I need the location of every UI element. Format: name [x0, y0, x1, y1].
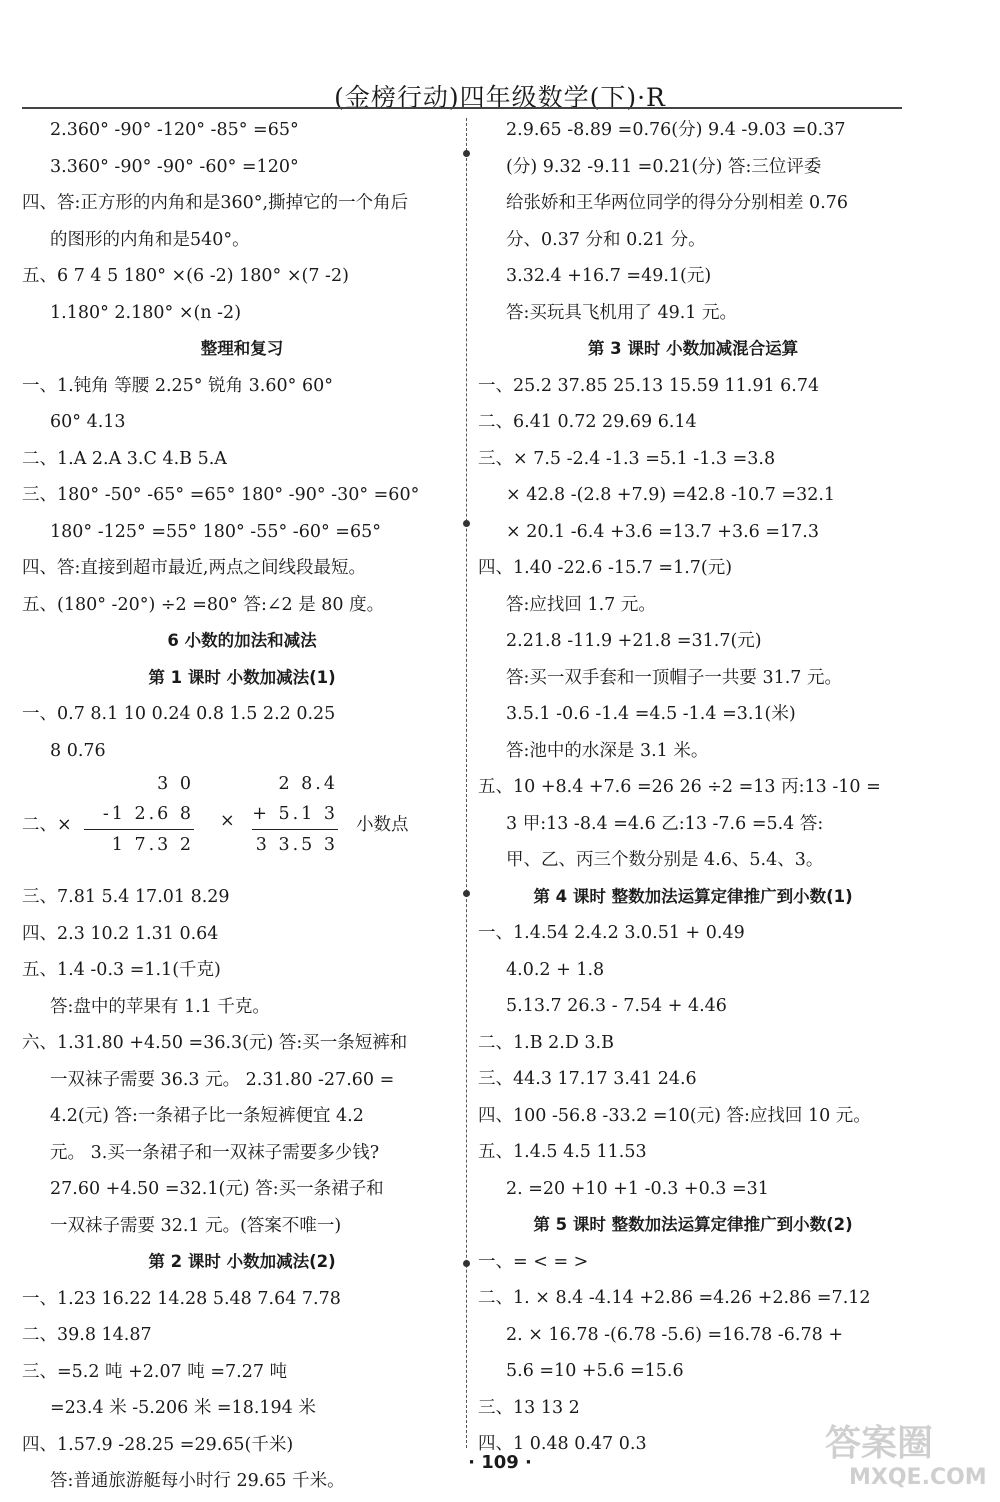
- answer-line: 5.6 =10 +5.6 =15.6: [506, 1361, 684, 1381]
- answer-line: 一、1.钝角 等腰 2.25° 锐角 3.60° 60°: [22, 375, 333, 396]
- answer-line: 4.0.2 + 1.8: [506, 959, 605, 980]
- watermark-text: 答案圈: [825, 1423, 934, 1464]
- answer-line: 三、13 13 2: [478, 1397, 580, 1418]
- answer-line: 二、1.B 2.D 3.B: [478, 1032, 614, 1053]
- answer-line: 甲、乙、丙三个数分别是 4.6、5.4、3。: [506, 850, 824, 870]
- answer-line: 一、0.7 8.1 10 0.24 0.8 1.5 2.2 0.25: [22, 704, 336, 724]
- answer-line: 四、答:直接到超市最近,两点之间线段最短。: [22, 558, 366, 578]
- answer-line: 元。 3.买一条裙子和一双袜子需要多少钱?: [50, 1142, 380, 1163]
- answer-line: 2.21.8 -11.9 +21.8 =31.7(元): [506, 631, 762, 651]
- answer-line: 2. =20 +10 +1 -0.3 +0.3 =31: [506, 1178, 769, 1199]
- answer-line: 4.2(元) 答:一条裙子比一条短裤便宜 4.2: [50, 1106, 364, 1126]
- answer-line: 8 0.76: [50, 740, 106, 761]
- answer-column-left: [22, 112, 462, 1500]
- vertical-calc-subtraction: [84, 769, 194, 860]
- answer-line: 一双袜子需要 36.3 元。 2.31.80 -27.60 =: [50, 1069, 395, 1090]
- answer-line: 四、1 0.48 0.47 0.3: [478, 1434, 647, 1454]
- answer-line: 答:买一双手套和一顶帽子一共要 31.7 元。: [506, 667, 842, 688]
- answer-line: 二、1.A 2.A 3.C 4.B 5.A: [22, 448, 227, 469]
- answer-line: 三、44.3 17.17 3.41 24.6: [478, 1069, 697, 1089]
- answer-line: 答:买玩具飞机用了 49.1 元。: [506, 302, 737, 323]
- answer-line: 60° 4.13: [50, 412, 126, 432]
- answer-column-right: [478, 112, 908, 1463]
- answer-line: 一、1.4.54 2.4.2 3.0.51 + 0.49: [478, 923, 745, 943]
- answer-line: 答:池中的水深是 3.1 米。: [506, 740, 709, 761]
- answer-line: 2.9.65 -8.89 =0.76(分) 9.4 -9.03 =0.37: [506, 120, 846, 140]
- section-heading: 第 5 课时 整数加法运算定律推广到小数(2): [533, 1215, 853, 1234]
- answer-line: 180° -125° =55° 180° -55° -60° =65°: [50, 521, 381, 542]
- answer-line: 3 甲:13 -8.4 =4.6 乙:13 -7.6 =5.4 答:: [506, 813, 824, 834]
- answer-line: 五、1.4 -0.3 =1.1(千克): [22, 960, 221, 980]
- answer-line: 分、0.37 分和 0.21 分。: [506, 229, 706, 250]
- vertical-calc-mark: ×: [220, 811, 235, 831]
- answer-line: 三、180° -50° -65° =65° 180° -90° -30° =60°: [22, 485, 420, 505]
- vertical-calc-addition: [252, 769, 338, 860]
- answer-line: × 42.8 -(2.8 +7.9) =42.8 -10.7 =32.1: [506, 485, 836, 505]
- watermark-logo: [805, 1415, 995, 1500]
- answer-line: 二、1. × 8.4 -4.14 +2.86 =4.26 +2.86 =7.12: [478, 1288, 871, 1308]
- answer-line: 四、100 -56.8 -33.2 =10(元) 答:应找回 10 元。: [478, 1105, 871, 1126]
- divider-dot: [463, 890, 470, 897]
- calc-result: 3 3.5 3: [255, 835, 338, 855]
- calc-operand: + 5.1 3: [252, 799, 338, 830]
- watermark-url: MXQE.COM: [849, 1465, 987, 1490]
- answer-line: 五、10 +8.4 +7.6 =26 26 ÷2 =13 丙:13 -10 =: [478, 777, 881, 797]
- section-heading: 第 2 课时 小数加减法(2): [148, 1252, 336, 1271]
- calc-top-number: 3 0: [157, 774, 194, 794]
- answer-line: 三、7.81 5.4 17.01 8.29: [22, 887, 230, 907]
- answer-line: 的图形的内角和是540°。: [50, 229, 250, 250]
- vertical-calc-note: 小数点: [356, 815, 409, 835]
- answer-line: 答:应找回 1.7 元。: [506, 594, 656, 615]
- section-heading: 6 小数的加法和减法: [167, 631, 317, 650]
- answer-line: × 20.1 -6.4 +3.6 =13.7 +3.6 =17.3: [506, 521, 819, 542]
- answer-line: 三、=5.2 吨 +2.07 吨 =7.27 吨: [22, 1361, 288, 1382]
- answer-line: 5.13.7 26.3 - 7.54 + 4.46: [506, 996, 727, 1016]
- calc-operand: -1 2.6 8: [84, 799, 194, 830]
- answer-line: 二、39.8 14.87: [22, 1325, 152, 1345]
- answer-line: =23.4 米 -5.206 米 =18.194 米: [50, 1398, 316, 1418]
- section-heading: 整理和复习: [200, 339, 284, 358]
- answer-line: 2. × 16.78 -(6.78 -5.6) =16.78 -6.78 +: [506, 1324, 843, 1345]
- section-heading: 第 1 课时 小数加减法(1): [148, 667, 336, 687]
- answer-line: 一、25.2 37.85 25.13 15.59 11.91 6.74: [478, 375, 820, 396]
- section-heading: 第 3 课时 小数加减混合运算: [587, 339, 799, 358]
- answer-line: 一、1.23 16.22 14.28 5.48 7.64 7.78: [22, 1288, 341, 1309]
- divider-dot: [463, 1260, 470, 1267]
- answer-line: 六、1.31.80 +4.50 =36.3(元) 答:买一条短裤和: [22, 1033, 408, 1053]
- answer-line: 二、6.41 0.72 29.69 6.14: [478, 412, 697, 432]
- answer-line: 一、= < = >: [478, 1251, 589, 1272]
- column-divider: [466, 118, 467, 1448]
- answer-line: (分) 9.32 -9.11 =0.21(分) 答:三位评委: [506, 156, 822, 177]
- answer-line: 给张娇和王华两位同学的得分分别相差 0.76: [506, 193, 849, 213]
- answer-line: 五、(180° -20°) ÷2 =80° 答:∠2 是 80 度。: [22, 594, 385, 615]
- answer-line: 四、1.57.9 -28.25 =29.65(千米): [22, 1434, 294, 1455]
- answer-line: 五、1.4.5 4.5 11.53: [478, 1142, 647, 1162]
- answer-line: 四、答:正方形的内角和是360°,撕掉它的一个角后: [22, 193, 409, 213]
- page-number: · 109 ·: [468, 1452, 532, 1473]
- answer-line: 1.180° 2.180° ×(n -2): [50, 302, 242, 323]
- answer-line: 答:普通旅游艇每小时行 29.65 千米。: [50, 1471, 345, 1491]
- answer-line: 一双袜子需要 32.1 元。(答案不唯一): [50, 1215, 342, 1236]
- answer-line: 27.60 +4.50 =32.1(元) 答:买一条裙子和: [50, 1179, 384, 1199]
- answer-line: 五、6 7 4 5 180° ×(6 -2) 180° ×(7 -2): [22, 266, 349, 286]
- answer-line: 四、2.3 10.2 1.31 0.64: [22, 923, 219, 944]
- divider-dot: [463, 520, 470, 527]
- page-header-title: (金榜行动)四年级数学(下)·R: [334, 83, 666, 112]
- calc-result: 1 7.3 2: [111, 835, 194, 855]
- answer-line: 2.360° -90° -120° -85° =65°: [50, 120, 299, 140]
- calc-top-number: 2 8.4: [278, 774, 338, 794]
- answer-line: 四、1.40 -22.6 -15.7 =1.7(元): [478, 558, 733, 578]
- answer-line: 3.32.4 +16.7 =49.1(元): [506, 266, 712, 286]
- section-heading: 第 4 课时 整数加法运算定律推广到小数(1): [533, 886, 853, 906]
- divider-dot: [463, 150, 470, 157]
- vertical-calc-lead: 二、×: [22, 815, 72, 835]
- answer-line: 三、× 7.5 -2.4 -1.3 =5.1 -1.3 =3.8: [478, 448, 776, 469]
- header-rule: [22, 107, 902, 109]
- answer-line: 3.5.1 -0.6 -1.4 =4.5 -1.4 =3.1(米): [506, 704, 796, 724]
- vertical-calculation: [22, 769, 462, 879]
- answer-line: 答:盘中的苹果有 1.1 千克。: [50, 996, 270, 1017]
- answer-line: 3.360° -90° -90° -60° =120°: [50, 156, 299, 177]
